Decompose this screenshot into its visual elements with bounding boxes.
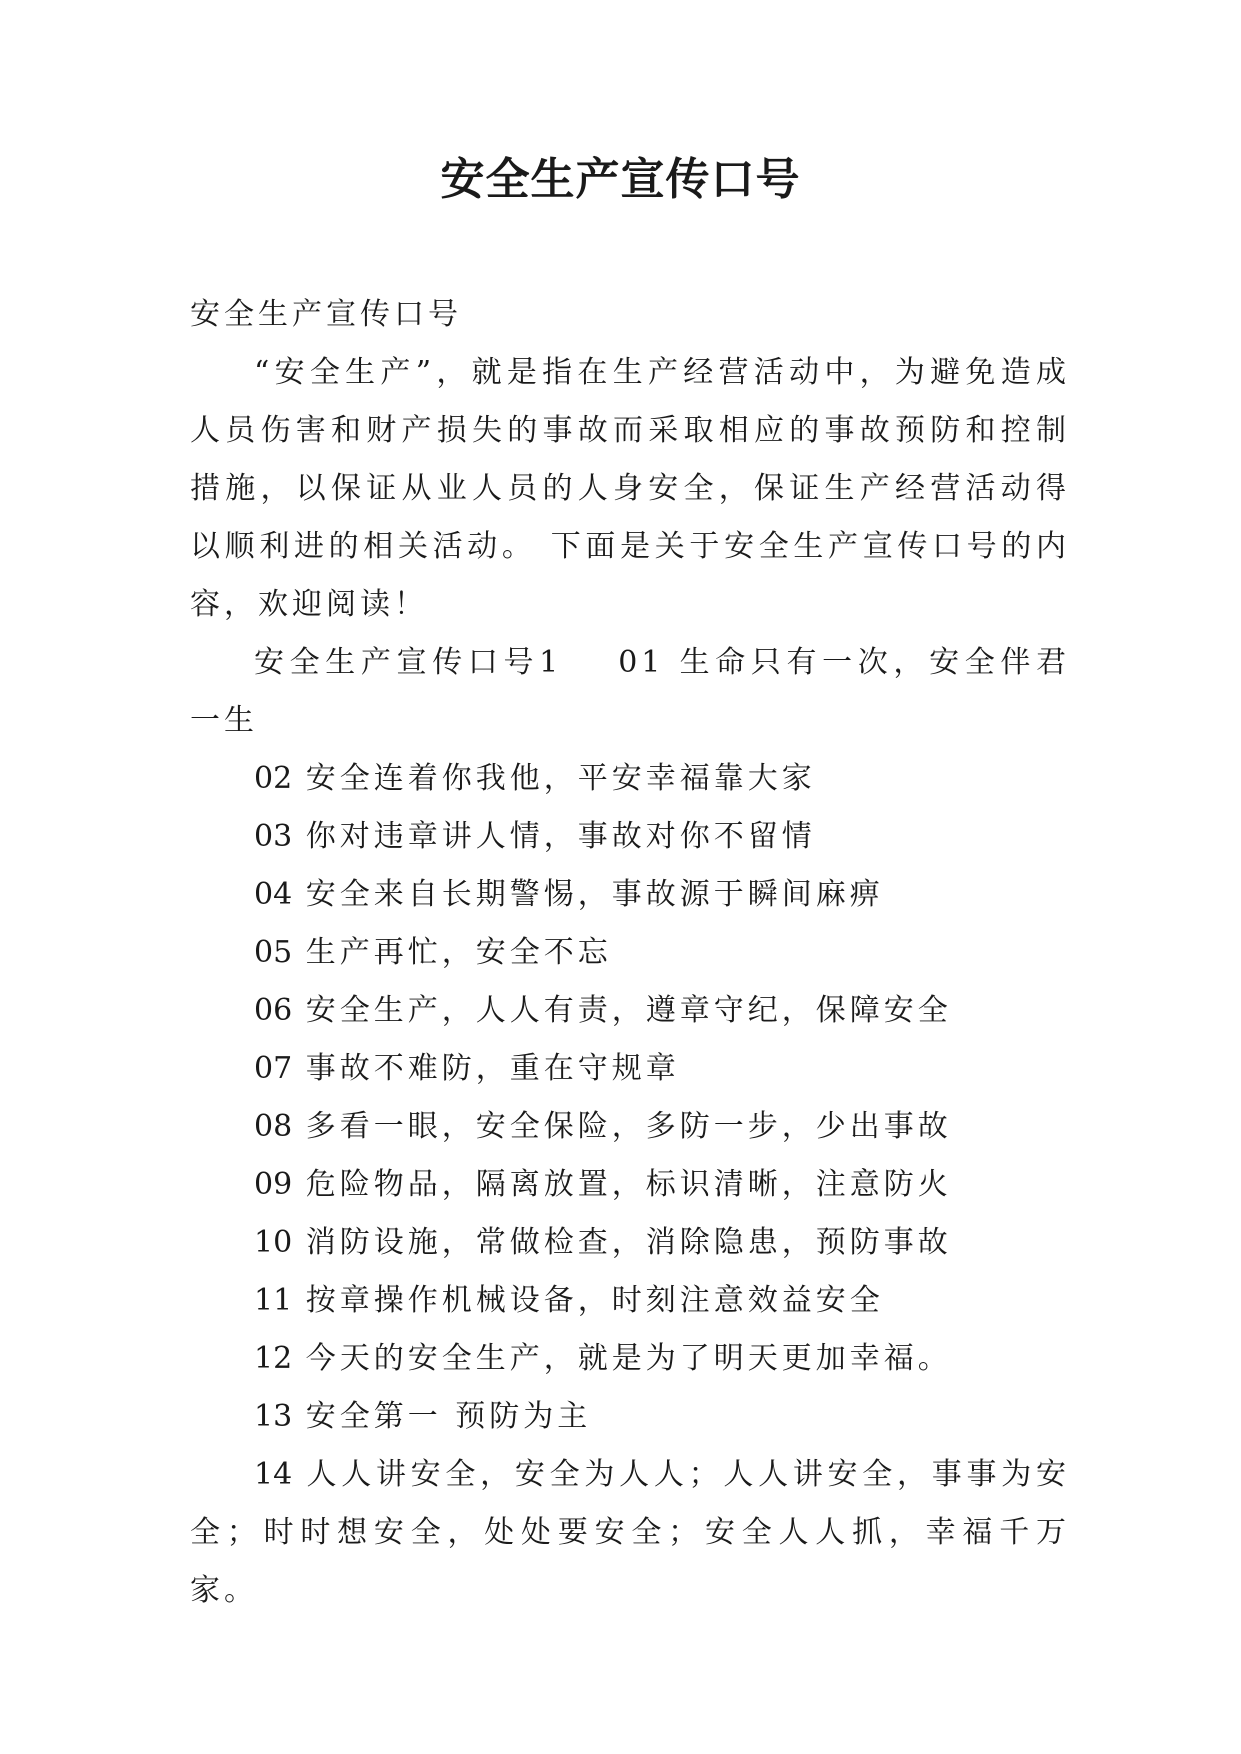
slogan-item xyxy=(190,1214,1070,1272)
slogan-item xyxy=(190,750,1070,808)
slogan-number: 05 xyxy=(254,935,293,970)
slogan-number: 12 xyxy=(254,1341,293,1376)
slogan-item xyxy=(190,1040,1070,1098)
slogan-item xyxy=(190,1098,1070,1156)
slogan-number: 08 xyxy=(254,1109,293,1144)
slogan-number: 01 xyxy=(618,645,665,680)
slogan-item xyxy=(190,1156,1070,1214)
intro-paragraph: “安全生产”，就是指在生产经营活动中，为避免造成人员伤害和财产损失的事故而采取相应的事故预防和控制措施，以保证从业人员的人身安全，保证生产经营活动得以顺利进的相关活动。 下面是关于安全生产宣传口号的内容，欢迎阅读！ xyxy=(190,355,1070,622)
slogan-text: 生命只有一次，安全伴君一生 xyxy=(190,645,1070,738)
slogan-text: 消防设施，常做检查，消除隐患，预防事故 xyxy=(305,1225,952,1260)
slogan-number: 09 xyxy=(254,1167,293,1202)
slogan-text: 今天的安全生产，就是为了明天更加幸福。 xyxy=(305,1341,952,1376)
document-title: 安全生产宣传口号 xyxy=(440,154,801,205)
slogan-number: 14 xyxy=(254,1457,293,1492)
slogan-item xyxy=(190,1272,1070,1330)
slogan-number: 07 xyxy=(254,1051,293,1086)
slogan-text: 你对违章讲人情，事故对你不留情 xyxy=(305,819,816,854)
slogan-item xyxy=(190,1388,1070,1446)
section-heading: 安全生产宣传口号1 xyxy=(254,645,563,680)
slogan-item xyxy=(190,866,1070,924)
slogan-text: 安全连着你我他，平安幸福靠大家 xyxy=(305,761,816,796)
slogan-text: 安全生产，人人有责，遵章守纪，保障安全 xyxy=(305,993,952,1028)
slogan-item xyxy=(190,808,1070,866)
slogan-number: 03 xyxy=(254,819,293,854)
slogan-text: 多看一眼，安全保险，多防一步，少出事故 xyxy=(305,1109,952,1144)
slogan-number: 02 xyxy=(254,761,293,796)
slogan-number: 04 xyxy=(254,877,293,912)
slogan-item xyxy=(190,1330,1070,1388)
document-subtitle: 安全生产宣传口号 xyxy=(190,297,462,332)
slogan-text: 安全第一 预防为主 xyxy=(305,1399,592,1434)
slogan-text: 按章操作机械设备，时刻注意效益安全 xyxy=(305,1283,884,1318)
slogan-number: 13 xyxy=(254,1399,293,1434)
slogan-item xyxy=(190,1446,1070,1620)
slogan-number: 11 xyxy=(254,1283,293,1318)
slogan-text: 人人讲安全，安全为人人；人人讲安全，事事为安全；时时想安全，处处要安全；安全人人抓，幸福千万家。 xyxy=(190,1457,1070,1608)
slogan-item xyxy=(190,982,1070,1040)
slogan-text: 生产再忙，安全不忘 xyxy=(305,935,612,970)
slogan-number: 06 xyxy=(254,993,293,1028)
document-body xyxy=(190,286,1070,1620)
slogan-text: 危险物品，隔离放置，标识清晰，注意防火 xyxy=(305,1167,952,1202)
section-first-line xyxy=(190,634,1070,750)
slogan-text: 安全来自长期警惕，事故源于瞬间麻痹 xyxy=(305,877,884,912)
slogan-text: 事故不难防，重在守规章 xyxy=(305,1051,680,1086)
slogan-number: 10 xyxy=(254,1225,293,1260)
slogan-item xyxy=(190,924,1070,982)
